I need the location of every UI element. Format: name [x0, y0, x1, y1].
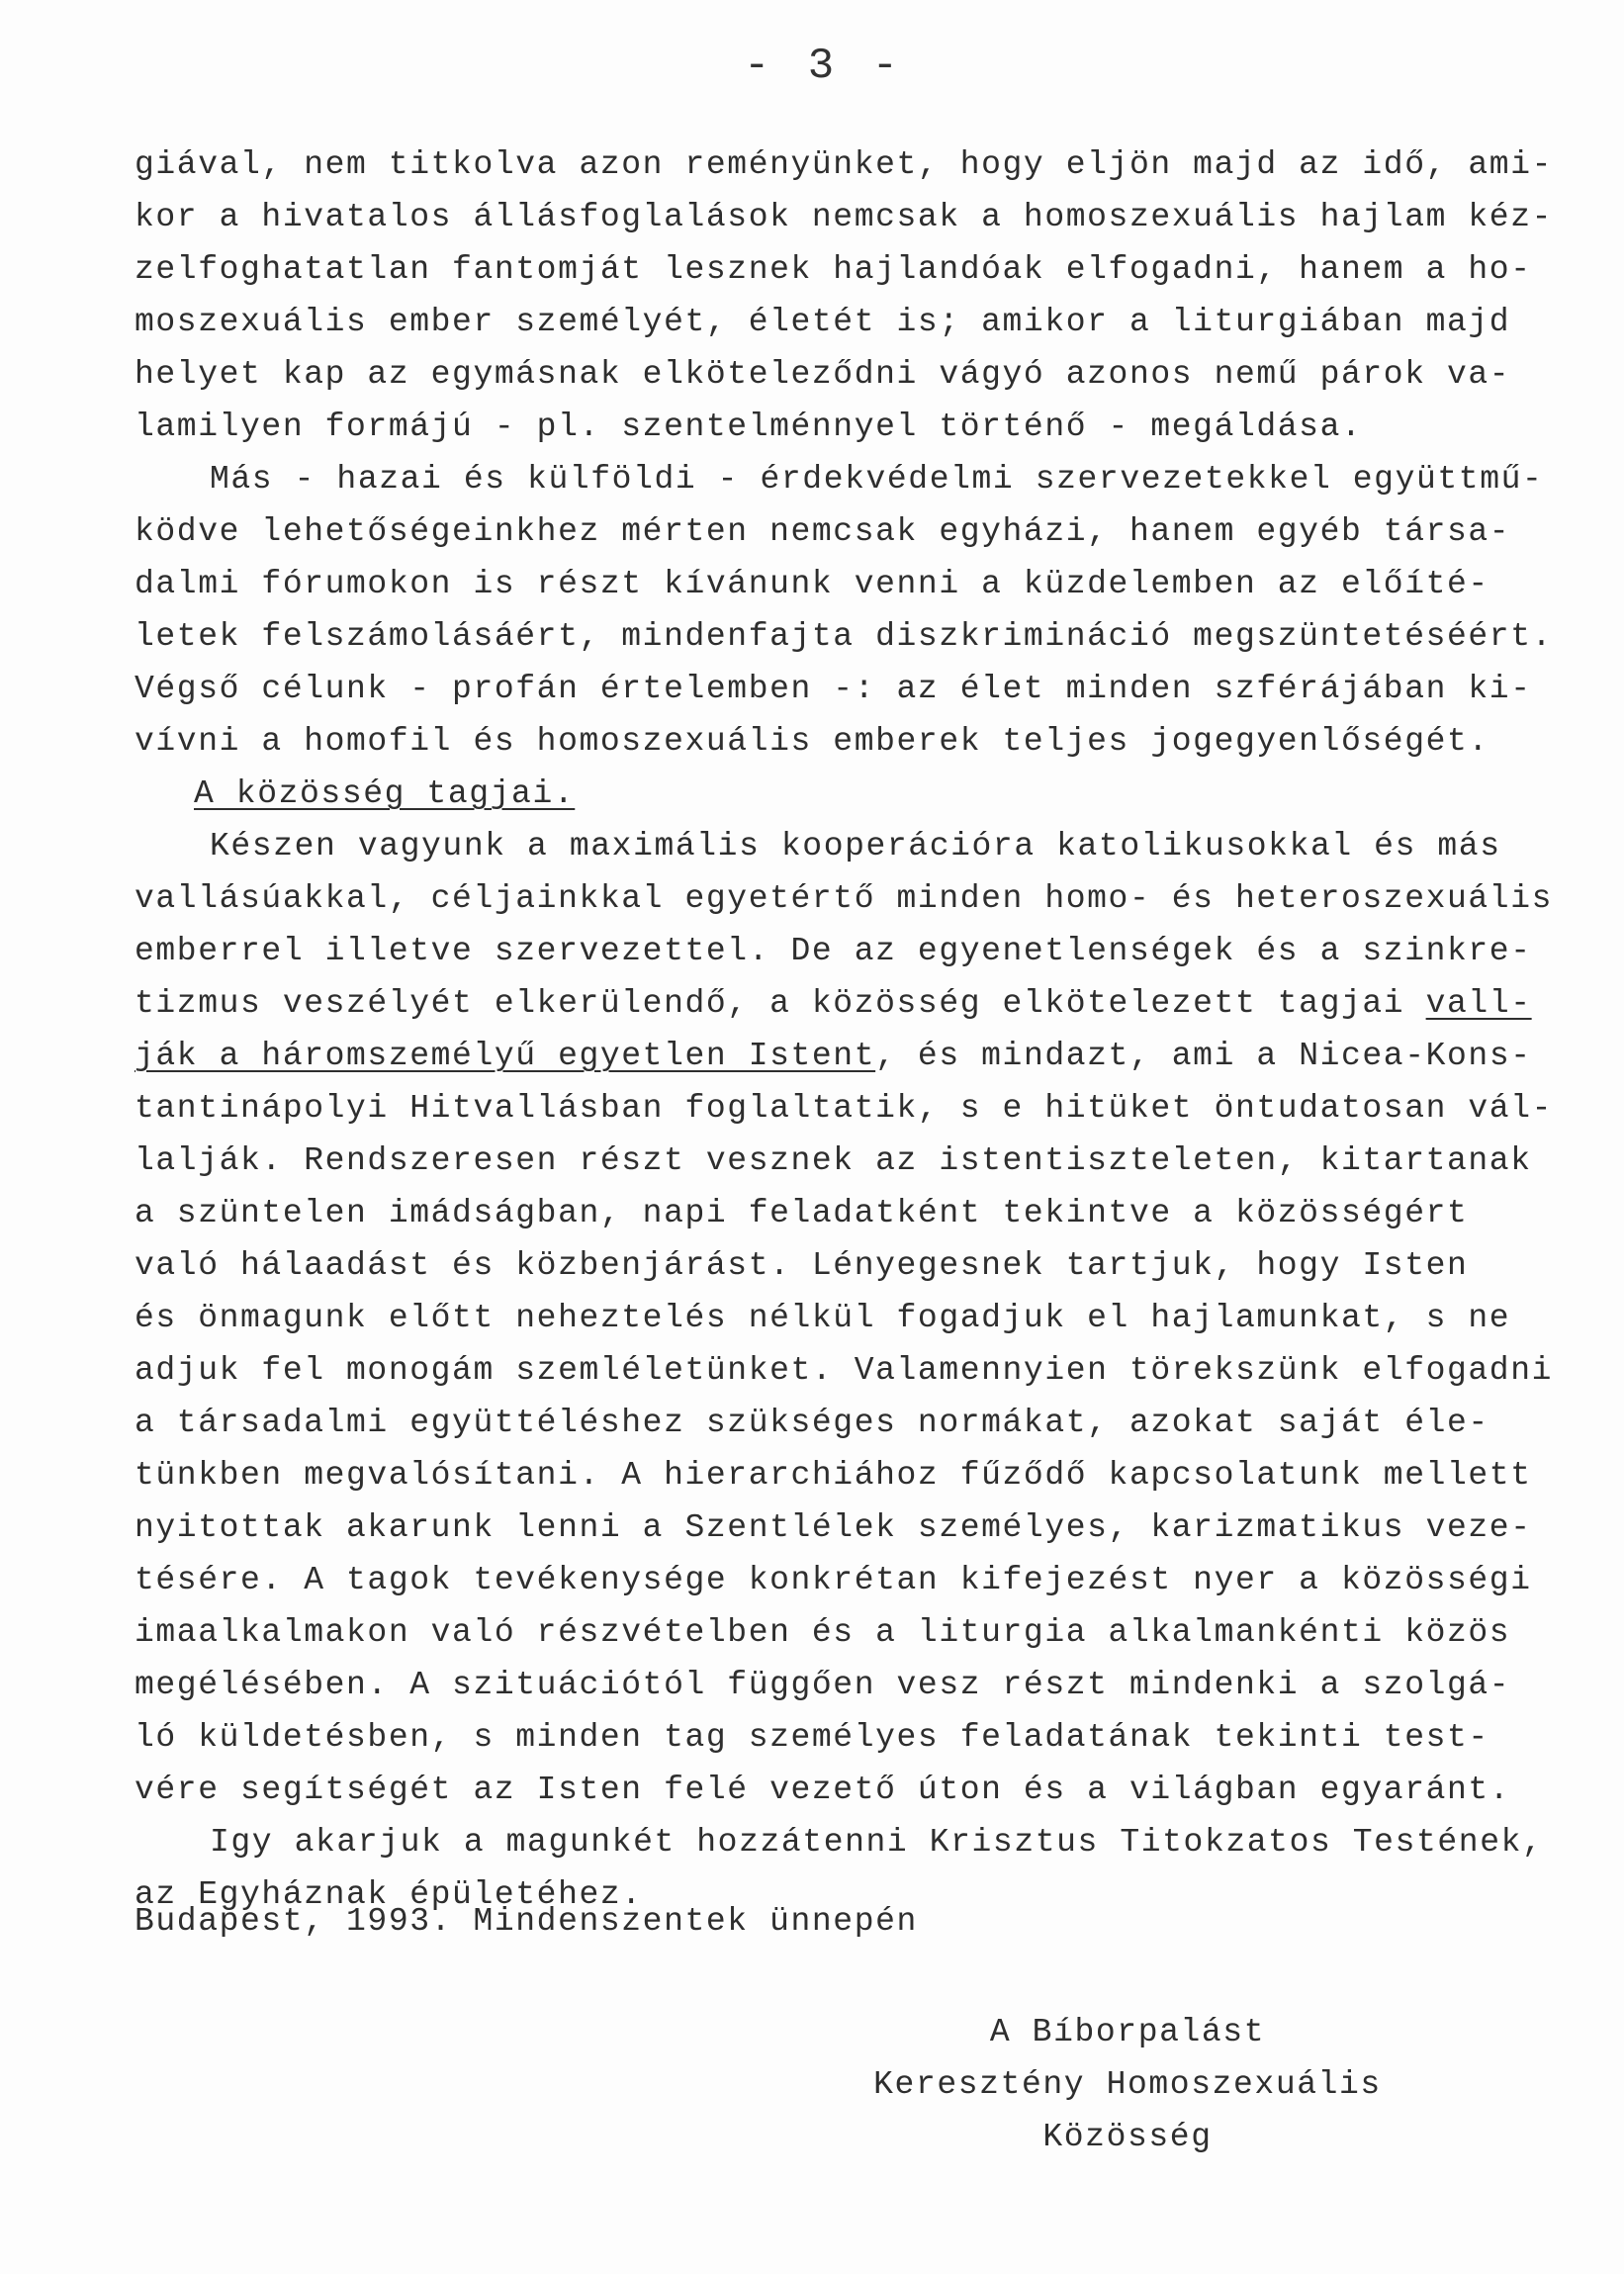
text-line: giával, nem titkolva azon reményünket, hogy eljön majd az idő, ami- — [135, 146, 1554, 183]
text-line: Más - hazai és külföldi - érdekvédelmi szervezetekkel együttmű- — [210, 461, 1544, 498]
underlined-text: vall- — [1425, 985, 1532, 1022]
text-line: emberrel illetve szervezettel. De az egyenetlenségek és a szinkre- — [135, 933, 1532, 969]
text-line: a társadalmi együttéléshez szükséges normákat, azokat saját éle- — [135, 1405, 1489, 1441]
text-line: vére segítségét az Isten felé vezető úton és a világban egyaránt. — [135, 1772, 1511, 1808]
signature-block — [851, 2006, 1404, 2163]
text-line: ló küldetésben, s minden tag személyes feladatának tekinti test- — [135, 1719, 1489, 1756]
underlined-text: ják a háromszemélyű egyetlen Istent — [135, 1038, 876, 1074]
text-line: zelfoghatatlan fantomját lesznek hajlandóak elfogadni, hanem a ho- — [135, 251, 1532, 288]
text-line: moszexuális ember személyét, életét is; amikor a liturgiában majd — [135, 304, 1511, 340]
text-segment: tizmus veszélyét elkerülendő, a közösség elkötelezett tagjai — [135, 985, 1426, 1022]
text-line: a szüntelen imádságban, napi feladatként tekintve a közösségért — [135, 1195, 1469, 1231]
place-date-line: Budapest, 1993. Mindenszentek ünnepén — [135, 1903, 918, 1940]
text-line: lalják. Rendszeresen részt vesznek az istentiszteleten, kitartanak — [135, 1142, 1532, 1179]
text-line: az Egyháznak épületéhez. — [135, 1876, 643, 1913]
text-line: tünkben megvalósítani. A hierarchiához fűződő kapcsolatunk mellett — [135, 1457, 1532, 1494]
text-line: vallásúakkal, céljainkkal egyetértő minden homo- és heteroszexuális — [135, 880, 1554, 917]
signature-line: A Bíborpalást — [989, 2014, 1266, 2050]
page-number: - 3 - — [744, 42, 905, 91]
section-heading-text: A közösség tagjai. — [194, 775, 576, 812]
text-line: Végső célunk - profán értelemben -: az élet minden szférájában ki- — [135, 671, 1532, 707]
text-line: ködve lehetőségeinkhez mérten nemcsak egyházi, hanem egyéb társa- — [135, 513, 1511, 550]
text-line: kor a hivatalos állásfoglalások nemcsak a homoszexuális hajlam kéz- — [135, 199, 1554, 235]
text-line: imaalkalmakon való részvételben és a liturgia alkalmankénti közös — [135, 1614, 1511, 1651]
text-line: való hálaadást és közbenjárást. Lényegesnek tartjuk, hogy Isten — [135, 1247, 1469, 1284]
signature-line: Keresztény Homoszexuális — [873, 2066, 1382, 2103]
text-line: vívni a homofil és homoszexuális emberek teljes jogegyenlőségét. — [135, 723, 1489, 760]
text-line: és önmagunk előtt neheztelés nélkül fogadjuk el hajlamunkat, s ne — [135, 1300, 1511, 1336]
text-line: letek felszámolásáért, mindenfajta diszkrimináció megszüntetéséért. — [135, 618, 1554, 655]
text-line: nyitottak akarunk lenni a Szentlélek személyes, karizmatikus veze- — [135, 1509, 1532, 1546]
text-line: dalmi fórumokon is részt kívánunk venni a küzdelemben az előíté- — [135, 566, 1489, 602]
signature-line: Közösség — [1042, 2119, 1213, 2155]
text-line: adjuk fel monogám szemléletünket. Valamennyien törekszünk elfogadni — [135, 1352, 1554, 1389]
section-heading — [135, 768, 1519, 820]
text-line: tésére. A tagok tevékenysége konkrétan kifejezést nyer a közösségi — [135, 1562, 1532, 1598]
text-segment: , és mindazt, ami a Nicea-Kons- — [875, 1038, 1532, 1074]
text-line: Igy akarjuk a magunkét hozzátenni Krisztus Titokzatos Testének, — [210, 1824, 1544, 1861]
text-line — [135, 977, 1532, 1030]
text-line: helyet kap az egymásnak elköteleződni vágyó azonos nemű párok va- — [135, 356, 1511, 393]
text-line: tantinápolyi Hitvallásban foglaltatik, s e hitüket öntudatosan vál- — [135, 1090, 1554, 1127]
document-body — [135, 138, 1554, 1921]
text-line: Készen vagyunk a maximális kooperációra katolikusokkal és más — [210, 828, 1501, 864]
text-line — [135, 1030, 1532, 1082]
text-line: lamilyen formájú - pl. szentelménnyel történő - megáldása. — [135, 409, 1363, 445]
text-line: megélésében. A szituációtól függően vesz részt mindenki a szolgá- — [135, 1667, 1511, 1703]
